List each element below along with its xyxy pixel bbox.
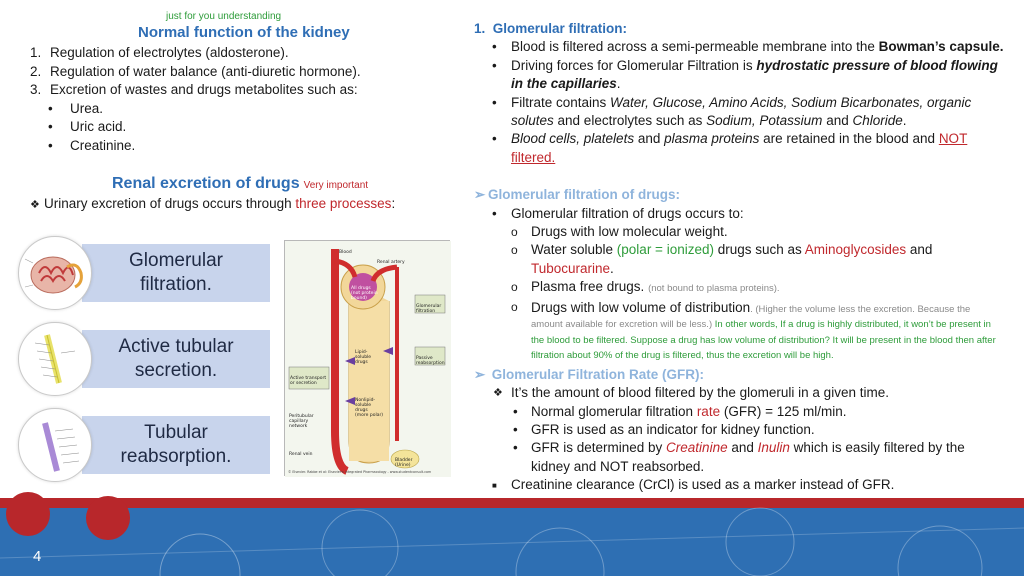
diagram-label-active: Active transport or secretion	[290, 376, 327, 386]
urinary-excretion-line: ❖ Urinary excretion of drugs occurs through three processes:	[30, 196, 396, 211]
bullet-item: • Blood is filtered across a semi-permeable membrane into the Bowman’s capsule.	[474, 38, 1004, 56]
right-column	[474, 20, 1004, 495]
process-glomerular-filtration: Glomerular filtration.	[82, 244, 270, 302]
process-active-tubular-secretion: Active tubular secretion.	[82, 330, 270, 388]
diagram-label-gf: Glomerular filtration	[416, 304, 442, 314]
list-item: 2. Regulation of water balance (anti-diuretic hormone).	[30, 63, 361, 79]
diagram-label-renal-artery: Renal artery	[377, 260, 405, 265]
diagram-label-bladder: Bladder (Urine)	[395, 458, 413, 468]
diagram-label-all-drugs: All drugs (not protein bound)	[351, 286, 378, 301]
footer-decoration	[0, 488, 1024, 576]
process-tubular-reabsorption: Tubular reabsorption.	[82, 416, 270, 474]
glomerular-filtration-drugs-heading: ➢ Glomerular filtration of drugs:	[474, 186, 1004, 204]
glomerular-filtration-heading: 1. Glomerular filtration:	[474, 21, 628, 36]
sub-bullet-item: o Drugs with low volume of distribution. (Higher the volume less the excretion. Because the amount available for excretion will be less.) In other words, If a drug is highly distributed, it won’t be present in the blood to be filtered. Suppose a drug has low volume of distribution? It will be present in the blood then after filtration about 90% of the drug is filtered, thus the excretion will be high.	[474, 299, 1004, 363]
sub-bullet-item: • Normal glomerular filtration rate (GFR) = 125 ml/min.	[474, 403, 1004, 421]
sub-item: • Creatinine.	[30, 137, 361, 156]
bullet-item: • Driving forces for Glomerular Filtration is hydrostatic pressure of blood flowing in the capillaries.	[474, 57, 1004, 94]
gfr-heading: ➢ Glomerular Filtration Rate (GFR):	[474, 366, 1004, 384]
arrow-right-icon: ➢	[474, 366, 486, 382]
diagram-label-peritubular: Peritubular capillary network	[289, 414, 314, 429]
diagram-label-lipid-soluble: Lipid-soluble drugs	[355, 350, 372, 365]
tiny-note: just for you understanding	[166, 11, 282, 22]
arrow-right-icon: ➢	[474, 187, 486, 203]
very-important-note: Very important	[303, 180, 369, 191]
diagram-label-blood: Blood	[339, 250, 352, 255]
diagram-label-passive: Passive reabsorption	[416, 356, 445, 366]
bullet-item: • Blood cells, platelets and plasma proteins are retained in the blood and NOT filtered.	[474, 130, 1004, 167]
sub-bullet-item: o Water soluble (polar = ionized) drugs such as Aminoglycosides and Tubocurarine.	[474, 241, 1004, 278]
sub-bullet-item: • GFR is used as an indicator for kidney function.	[474, 421, 1004, 439]
sub-item: • Uric acid.	[30, 118, 361, 137]
sub-bullet-item: o Drugs with low molecular weight.	[474, 223, 1004, 241]
sub-bullet-item: o Plasma free drugs. (not bound to plasma proteins).	[474, 278, 1004, 298]
nephron-excretion-diagram	[284, 240, 450, 476]
bullet-item: ■ Creatinine clearance (CrCl) is used as a marker instead of GFR.	[474, 476, 1004, 494]
list-item: 3. Excretion of wastes and drugs metabolites such as:	[30, 82, 358, 97]
kidney-function-list	[30, 44, 361, 155]
diamond-bullet-icon: ❖	[30, 199, 40, 211]
sub-bullet-item: • GFR is determined by Creatinine and Inulin which is easily filtered by the kidney and NOT reabsorbed.	[474, 439, 1004, 476]
renal-excretion-title: Renal excretion of drugs Very important	[112, 175, 369, 192]
list-item: 1. Regulation of electrolytes (aldosterone).	[30, 45, 289, 60]
diagram-copyright: © Elsevier. Rabbe et al: Elsevier's Integrated Pharmacology - www.studentconsult.com	[288, 470, 432, 474]
diagram-label-renal-vein: Renal vein	[289, 452, 313, 457]
bullet-item: • Filtrate contains Water, Glucose, Amino Acids, Sodium Bicarbonates, organic solutes and electrolytes such as Sodium, Potassium and Chloride.	[474, 94, 1004, 131]
bullet-item: • Glomerular filtration of drugs occurs to:	[474, 205, 1004, 223]
kidney-function-title: Normal function of the kidney	[138, 24, 350, 41]
page-number: 4	[33, 548, 42, 565]
tubule-secretion-thumbnail-icon	[18, 322, 92, 396]
tubule-reabsorption-thumbnail-icon	[18, 408, 92, 482]
sub-item: • Urea.	[30, 100, 361, 119]
glomerulus-thumbnail-icon	[18, 236, 92, 310]
diagram-label-nonlipid: Nonlipid-soluble drugs (more polar)	[355, 398, 384, 418]
bullet-item: ❖ It’s the amount of blood filtered by the glomeruli in a given time.	[474, 384, 1004, 402]
